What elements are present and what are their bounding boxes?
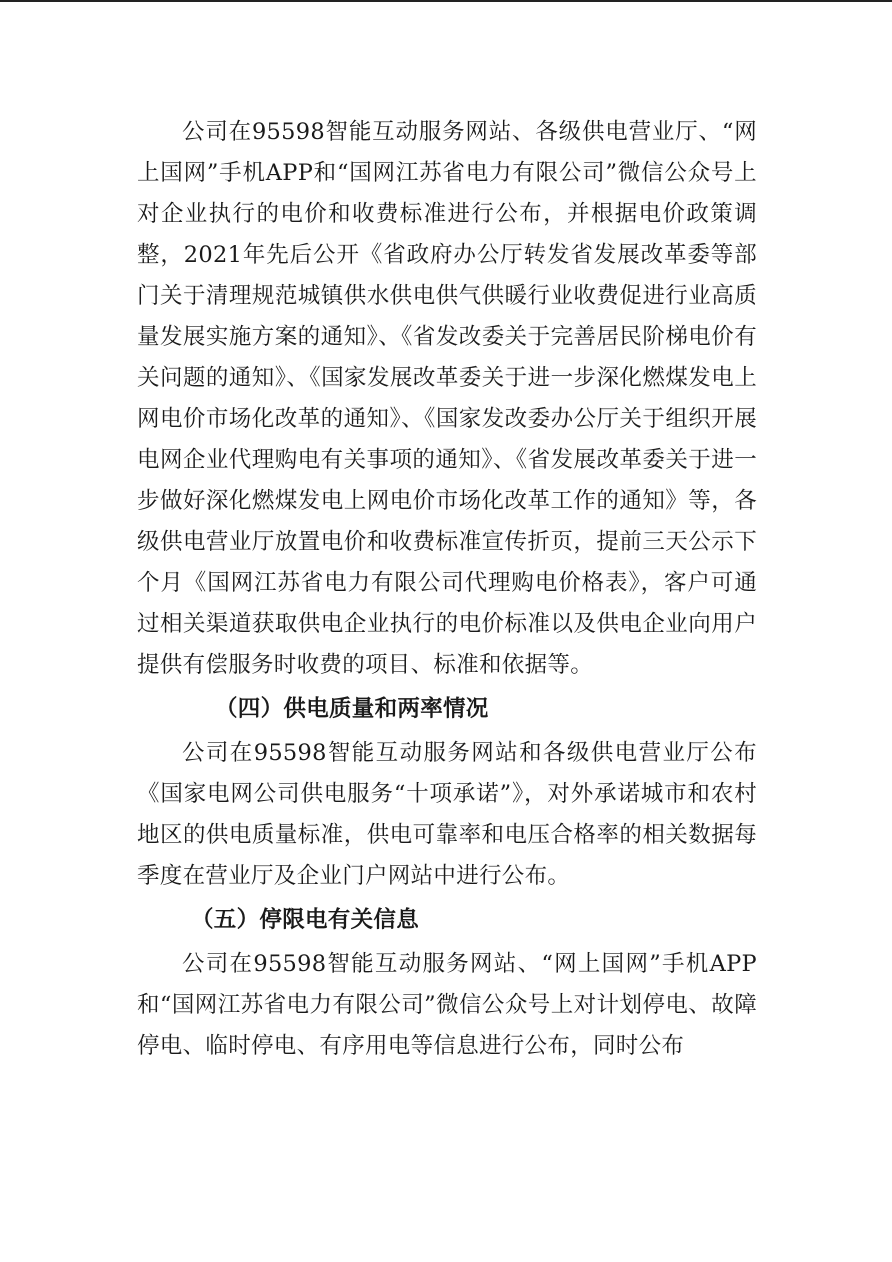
section-heading-outage-info: （五）停限电有关信息: [191, 907, 420, 933]
section-heading-supply-quality: （四）供电质量和两率情况: [215, 696, 489, 722]
paragraph-supply-quality: 公司在95598智能互动服务网站和各级供电营业厅公布《国家电网公司供电服务“十项承诺”》，对外承诺城市和农村地区的供电质量标准，供电可靠率和电压合格率的相关数据每季度在营业厅及企业门户网站中进行公布。: [137, 740, 757, 889]
page-top-border: [0, 0, 892, 2]
paragraph-electricity-price-disclosure: 公司在95598智能互动服务网站、各级供电营业厅、“网上国网”手机APP和“国网江苏省电力有限公司”微信公众号上对企业执行的电价和收费标准进行公布，并根据电价政策调整，2021年先后公开《省政府办公厅转发省发展改革委等部门关于清理规范城镇供水供电供气供暖行业收费促进行业高质量发展实施方案的通知》、《省发改委关于完善居民阶梯电价有关问题的通知》、《国家发展改革委关于进一步深化燃煤发电上网电价市场化改革的通知》、《国家发改委办公厅关于组织开展电网企业代理购电有关事项的通知》、《省发展改革委关于进一步做好深化燃煤发电上网电价市场化改革工作的通知》等，各级供电营业厅放置电价和收费标准宣传折页，提前三天公示下个月《国网江苏省电力有限公司代理购电价格表》，客户可通过相关渠道获取供电企业执行的电价标准以及供电企业向用户提供有偿服务时收费的项目、标准和依据等。: [137, 119, 757, 678]
document-page: [137, 112, 757, 1067]
paragraph-outage-info: 公司在95598智能互动服务网站、“网上国网”手机APP和“国网江苏省电力有限公司”微信公众号上对计划停电、故障停电、临时停电、有序用电等信息进行公布，同时公布: [137, 951, 757, 1059]
